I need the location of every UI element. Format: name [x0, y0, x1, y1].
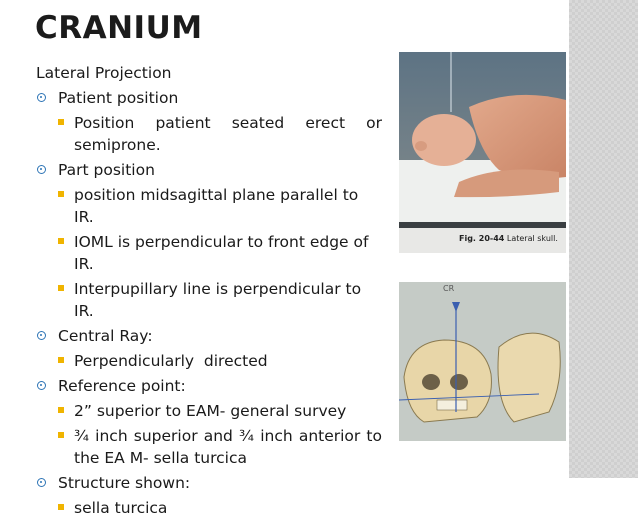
bullet-central-ray: [36, 325, 382, 347]
sub-bullet-text: sella turcica: [74, 499, 168, 517]
bullet-heading: Central Ray:: [58, 327, 153, 345]
sub-bullet-text: Position patient seated erect or semiprone.: [74, 114, 382, 154]
bullet-heading: Part position: [58, 161, 155, 179]
bullet-heading: Reference point:: [58, 377, 186, 395]
bullet-structure-shown: [36, 472, 382, 494]
slide-subtitle: Lateral Projection: [36, 64, 172, 82]
square-bullet-icon: [58, 357, 64, 363]
circle-bullet-icon: [37, 331, 46, 340]
square-bullet-icon: [58, 407, 64, 413]
sub-bullet-text: Interpupillary line is perpendicular to IR.: [74, 280, 362, 320]
sub-bullet: [36, 112, 382, 156]
sub-bullet-text: ¾ inch superior and ¾ inch anterior to the EA M- sella turcica: [74, 427, 382, 467]
sub-bullet-text: position midsagittal plane parallel to IR.: [74, 186, 359, 226]
square-bullet-icon: [58, 191, 64, 197]
sub-bullet-text: IOML is perpendicular to front edge of IR.: [74, 233, 369, 273]
sub-bullet: [36, 278, 382, 322]
circle-bullet-icon: [37, 381, 46, 390]
cr-label: CR: [443, 284, 455, 293]
sub-bullet-text: Perpendicularly directed: [74, 352, 268, 370]
circle-bullet-icon: [37, 93, 46, 102]
figure-caption-text: Lateral skull.: [506, 234, 558, 243]
sub-bullet: [36, 231, 382, 275]
bullet-reference-point: [36, 375, 382, 397]
skull-diagram-photo: [399, 282, 566, 441]
figure-number: Fig. 20-44: [459, 234, 505, 243]
circle-bullet-icon: [37, 165, 46, 174]
photo-caption: [459, 234, 558, 243]
bullet-heading: Structure shown:: [58, 474, 191, 492]
square-bullet-icon: [58, 119, 64, 125]
square-bullet-icon: [58, 238, 64, 244]
slide-title: CRANIUM: [35, 10, 203, 46]
square-bullet-icon: [58, 285, 64, 291]
square-bullet-icon: [58, 432, 64, 438]
circle-bullet-icon: [37, 478, 46, 487]
bullet-heading: Patient position: [58, 89, 179, 107]
sub-bullet: [36, 350, 382, 372]
sub-bullet: [36, 400, 382, 422]
sub-bullet: [36, 425, 382, 469]
skull-central-ray-illustration: [399, 282, 566, 441]
sub-bullet: [36, 497, 382, 519]
sub-bullet: [36, 184, 382, 228]
bullet-part-position: [36, 159, 382, 181]
lateral-skull-photo: [399, 52, 566, 253]
patient-positioning-illustration: [399, 52, 566, 253]
slide-body: [36, 62, 382, 519]
decorative-side-band: [569, 0, 638, 478]
square-bullet-icon: [58, 504, 64, 510]
sub-bullet-text: 2” superior to EAM- general survey: [74, 402, 347, 420]
bullet-patient-position: [36, 87, 382, 109]
